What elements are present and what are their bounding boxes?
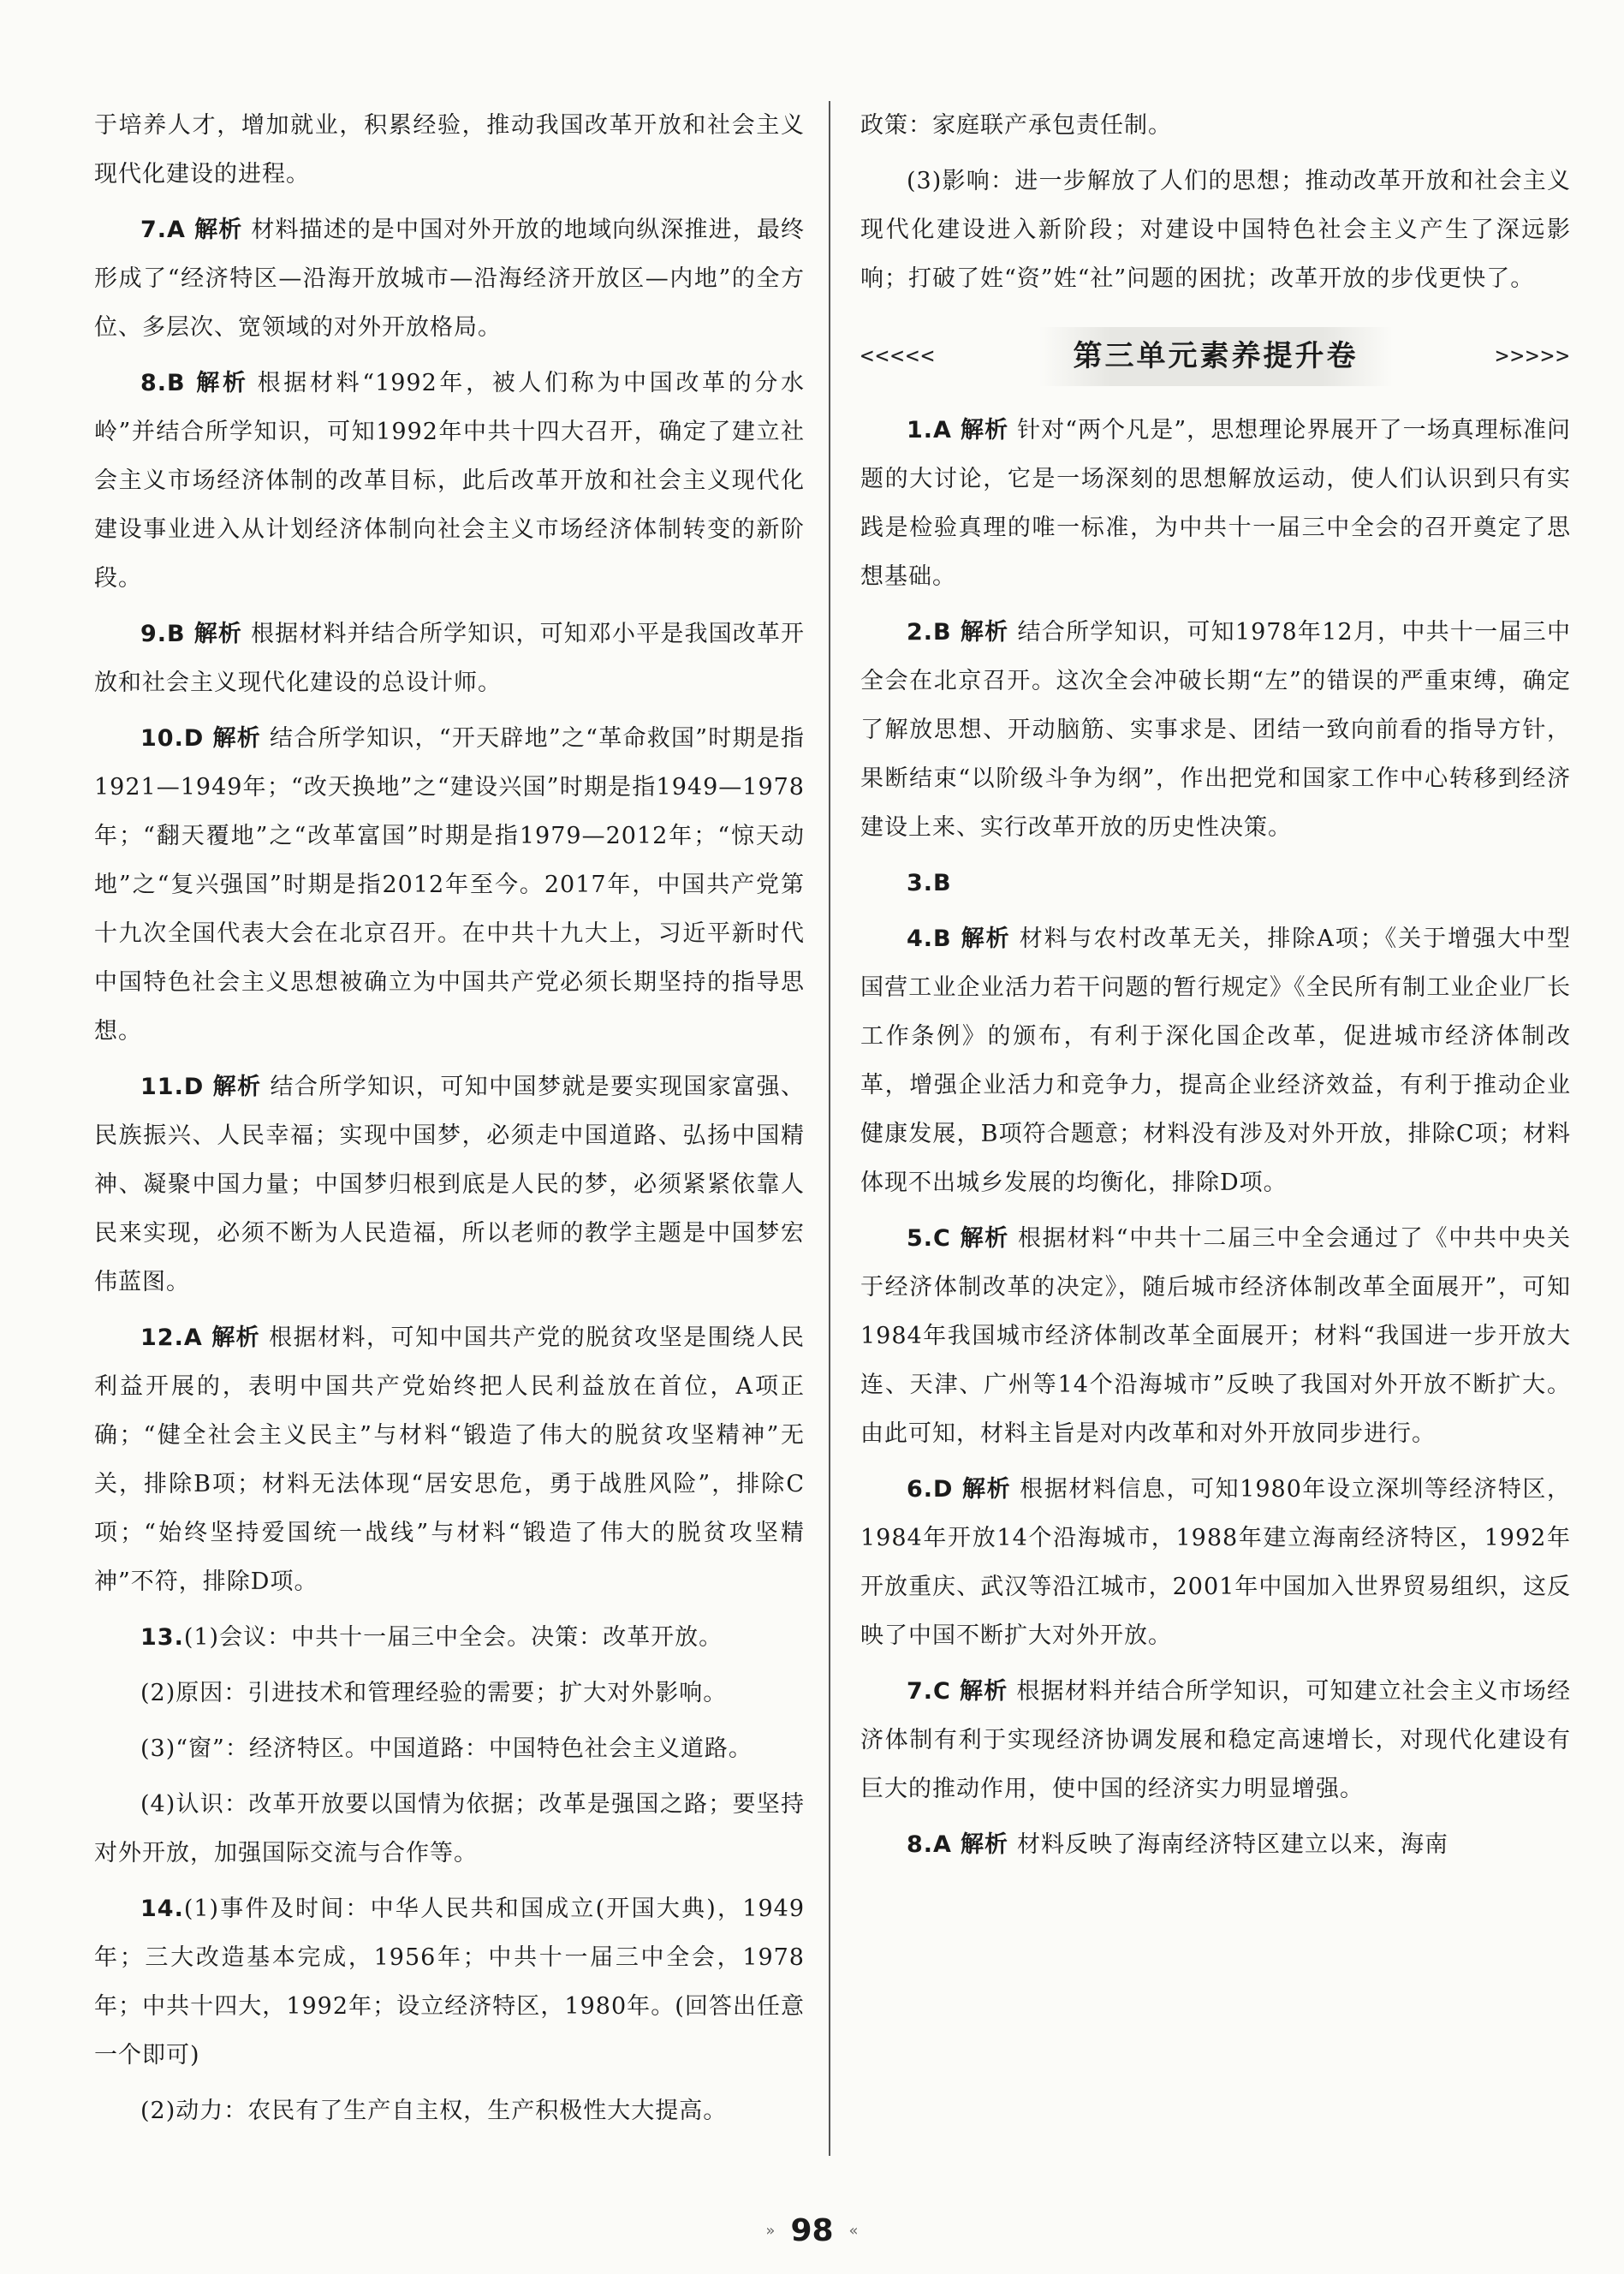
question-number: 8. — [140, 370, 168, 396]
page-number: 98 — [790, 2213, 834, 2248]
right-column-top — [860, 101, 1571, 303]
answer-paragraph — [94, 1313, 805, 1606]
analysis-label: 解析 — [960, 1831, 1008, 1858]
paragraph-text: 结合所学知识，“开天辟地”之“革命救国”时期是指1921—1949年；“改天换地”之“建设兴国”时期是指1949—1978年；“翻天覆地”之“改革富国”时期是指1979—2012年；“惊天动地”之“复兴强国”时期是指2012年至今。2017年，中国共产党第十九次全国代表大会在北京召开。在中共十九大上，习近平新时代中国特色社会主义思想被确立为中国共产党必须长期坚持的指导思想。 — [94, 725, 806, 1045]
paragraph-text: 根据材料信息，可知1980年设立深圳等经济特区，1984年开放14个沿海城市，1988年建立海南经济特区，1992年开放重庆、武汉等沿江城市，2001年中国加入世界贸易组织，这反映了中国不断扩大对外开放。 — [860, 1476, 1571, 1649]
analysis-label: 解析 — [193, 621, 243, 647]
paragraph-text: (1)事件及时间：中华人民共和国成立(开国大典)，1949年；三大改造基本完成，1956年；中共十一届三中全会，1978年；中共十四大，1992年；设立经济特区，1980年。(回答出任意一个即可) — [94, 1896, 805, 2069]
question-number: 7. — [140, 217, 168, 243]
answer-paragraph — [94, 2086, 805, 2135]
footer-right-mark: « — [848, 2222, 859, 2240]
paragraph-text: 针对“两个凡是”，思想理论界展开了一场真理标准问题的大讨论，它是一场深刻的思想解放运动，使人们认识到只有实践是检验真理的唯一标准，为中共十一届三中全会的召开奠定了思想基础。 — [860, 417, 1572, 590]
answer-paragraph — [94, 1780, 805, 1878]
answer-paragraph — [94, 1884, 805, 2080]
answer-letter: A — [167, 217, 186, 243]
paragraph-text: 政策：家庭联产承包责任制。 — [860, 112, 1172, 139]
section-left-arrows: <<<<< — [860, 342, 937, 369]
answer-paragraph — [94, 205, 805, 352]
answer-letter: D — [183, 725, 205, 752]
paragraph-text: 根据材料并结合所学知识，可知建立社会主义市场经济体制有利于实现经济协调发展和稳定高速增长，对现代化建设有巨大的推动作用，使中国的经济实力明显增强。 — [860, 1678, 1572, 1802]
paragraph-text: 材料反映了海南经济特区建立以来，海南 — [1016, 1831, 1449, 1858]
answer-letter: A — [933, 417, 952, 443]
paragraph-text: 于培养人才，增加就业，积累经验，推动我国改革开放和社会主义现代化建设的进程。 — [94, 112, 805, 188]
answer-letter: B — [933, 619, 952, 646]
analysis-label: 解析 — [212, 1074, 262, 1100]
column-divider — [829, 101, 830, 2156]
answer-paragraph — [94, 714, 805, 1056]
left-column — [94, 101, 805, 2142]
question-number: 2. — [907, 619, 934, 646]
question-number: 14. — [140, 1896, 184, 1922]
answer-letter: B — [167, 370, 186, 396]
section-title: 第三单元素养提升卷 — [1039, 327, 1393, 386]
paragraph-text: 根据材料“1992年，被人们称为中国改革的分水岭”并结合所学知识，可知1992年中共十四大召开，确定了建立社会主义市场经济体制的改革目标，此后改革开放和社会主义现代化建设事业进入从计划经济体制向社会主义市场经济体制转变的新阶段。 — [94, 370, 806, 592]
analysis-label: 解析 — [193, 217, 243, 243]
question-number: 12. — [140, 1325, 184, 1351]
answer-paragraph — [94, 359, 805, 603]
answer-paragraph — [94, 610, 805, 707]
section-right-arrows: >>>>> — [1495, 342, 1571, 369]
question-number: 4. — [907, 926, 934, 952]
answer-letter: A — [933, 1831, 952, 1858]
answer-letter: B — [167, 621, 186, 647]
paragraph-text: (2)动力：农民有了生产自主权，生产积极性大大提高。 — [140, 2098, 728, 2124]
answer-paragraph — [860, 1465, 1571, 1660]
analysis-label: 解析 — [211, 1325, 261, 1351]
answer-letter: C — [933, 1678, 951, 1705]
question-number: 6. — [907, 1476, 934, 1503]
answer-paragraph — [94, 101, 805, 199]
right-column-bottom — [860, 406, 1571, 1869]
page-footer — [0, 2213, 1624, 2248]
answer-letter: D — [933, 1476, 954, 1503]
question-number: 9. — [140, 621, 168, 647]
answer-paragraph — [860, 1214, 1571, 1458]
answer-letter: C — [933, 1225, 951, 1252]
answer-paragraph — [860, 406, 1571, 601]
answer-paragraph — [860, 608, 1571, 852]
question-number: 3. — [907, 870, 934, 896]
answer-letter: A — [183, 1325, 203, 1351]
answer-letter: B — [933, 926, 952, 952]
paragraph-text: 材料描述的是中国对外开放的地域向纵深推进，最终形成了“经济特区—沿海开放城市—沿海经济开放区—内地”的全方位、多层次、宽领域的对外开放格局。 — [94, 217, 806, 341]
paragraph-text: (3)影响：进一步解放了人们的思想；推动改革开放和社会主义现代化建设进入新阶段；对建设中国特色社会主义产生了深远影响；打破了姓“资”姓“社”问题的困扰；改革开放的步伐更快了。 — [860, 168, 1571, 292]
paragraph-text: 结合所学知识，可知1978年12月，中共十一届三中全会在北京召开。这次全会冲破长期“左”的错误的严重束缚，确定了解放思想、开动脑筋、实事求是、团结一致向前看的指导方针，果断结束“以阶级斗争为纲”，作出把党和国家工作中心转移到经济建设上来、实行改革开放的历史性决策。 — [860, 619, 1571, 841]
paragraph-text: 结合所学知识，可知中国梦就是要实现国家富强、民族振兴、人民幸福；实现中国梦，必须走中国道路、弘扬中国精神、凝聚中国力量；中国梦归根到底是人民的梦，必须紧紧依靠人民来实现，必须不断为人民造福，所以老师的教学主题是中国梦宏伟蓝图。 — [94, 1074, 806, 1295]
question-number: 10. — [140, 725, 184, 752]
analysis-label: 解析 — [959, 1225, 1009, 1252]
paragraph-text: (2)原因：引进技术和管理经验的需要；扩大对外影响。 — [140, 1680, 728, 1706]
answer-paragraph — [860, 914, 1571, 1207]
answer-paragraph — [94, 1669, 805, 1717]
answer-paragraph — [94, 1063, 805, 1307]
analysis-label: 解析 — [960, 926, 1011, 952]
answer-paragraph — [94, 1613, 805, 1662]
answer-letter: D — [183, 1074, 205, 1100]
paragraph-text: (1)会议：中共十一届三中全会。决策：改革开放。 — [183, 1624, 723, 1651]
answer-letter: B — [933, 870, 952, 896]
paragraph-text: 根据材料并结合所学知识，可知邓小平是我国改革开放和社会主义现代化建设的总设计师。 — [94, 621, 806, 696]
analysis-label: 解析 — [212, 725, 262, 752]
answer-paragraph — [860, 157, 1571, 303]
question-number: 11. — [140, 1074, 184, 1100]
answer-paragraph — [860, 1667, 1571, 1813]
analysis-label: 解析 — [961, 1476, 1012, 1503]
paragraph-text: 根据材料“中共十二届三中全会通过了《中共中央关于经济体制改革的决定》，随后城市经济体制改革全面展开”，可知1984年我国城市经济体制改革全面展开；材料“我国进一步开放大连、天津、广州等14个沿海城市”反映了我国对外开放不断扩大。由此可知，材料主旨是对内改革和对外开放同步进行。 — [860, 1225, 1571, 1447]
analysis-label: 解析 — [959, 1678, 1008, 1705]
question-number: 13. — [140, 1624, 184, 1651]
question-number: 1. — [907, 417, 934, 443]
analysis-label: 解析 — [960, 417, 1009, 443]
section-header — [860, 322, 1571, 390]
answer-paragraph — [860, 1820, 1571, 1869]
analysis-label: 解析 — [960, 619, 1009, 646]
answer-paragraph — [860, 859, 1571, 908]
question-number: 7. — [907, 1678, 934, 1705]
footer-left-mark: » — [765, 2222, 776, 2240]
paragraph-text: (3)“窗”：经济特区。中国道路：中国特色社会主义道路。 — [140, 1735, 753, 1762]
question-number: 8. — [907, 1831, 934, 1858]
right-column — [860, 101, 1571, 1876]
analysis-label: 解析 — [193, 370, 249, 396]
paragraph-text: 材料与农村改革无关，排除A项；《关于增强大中型国营工业企业活力若干问题的暂行规定》《全民所有制工业企业厂长工作条例》的颁布，有利于深化国企改革，促进城市经济体制改革，增强企业活力和竞争力，提高企业经济效益，有利于推动企业健康发展，B项符合题意；材料没有涉及对外开放，排除C项；材料体现不出城乡发展的均衡化，排除D项。 — [860, 926, 1572, 1196]
paragraph-text: 根据材料，可知中国共产党的脱贫攻坚是围绕人民利益开展的，表明中国共产党始终把人民利益放在首位，A项正确；“健全社会主义民主”与材料“锻造了伟大的脱贫攻坚精神”无关，排除B项；材料无法体现“居安思危，勇于战胜风险”，排除C项；“始终坚持爱国统一战线”与材料“锻造了伟大的脱贫攻坚精神”不符，排除D项。 — [94, 1325, 805, 1595]
answer-paragraph — [94, 1724, 805, 1773]
question-number: 5. — [907, 1225, 934, 1252]
paragraph-text: (4)认识：改革开放要以国情为依据；改革是强国之路；要坚持对外开放，加强国际交流与合作等。 — [94, 1791, 805, 1866]
answer-paragraph — [860, 101, 1571, 150]
